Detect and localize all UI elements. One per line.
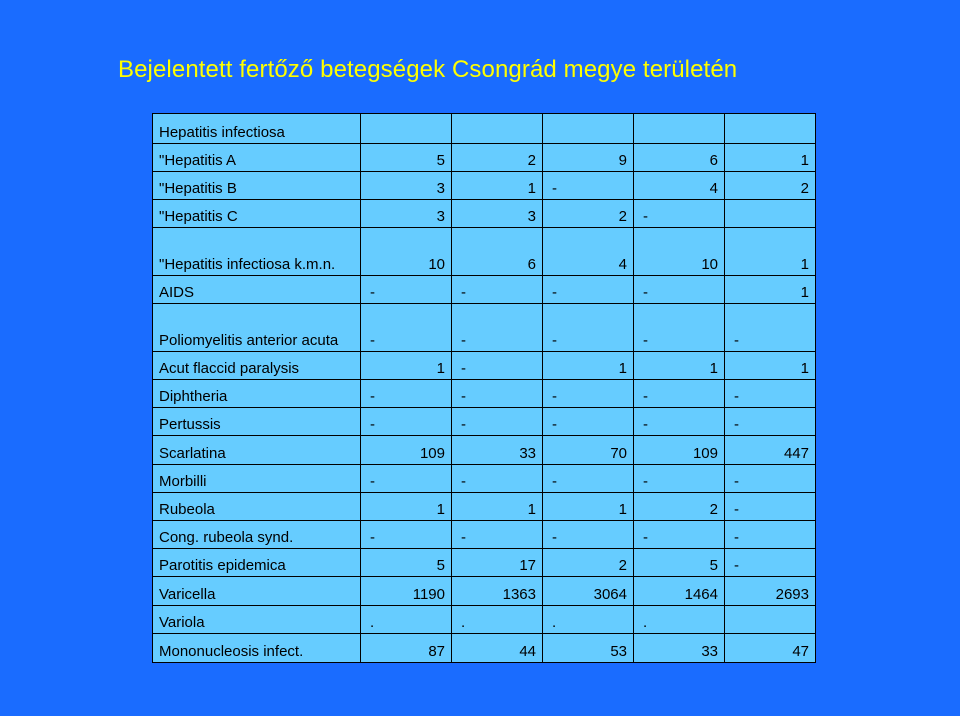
value-cell: 3064 xyxy=(543,577,634,606)
value-cell xyxy=(725,114,816,144)
disease-name-cell: AIDS xyxy=(153,276,361,304)
value-cell: - xyxy=(725,380,816,408)
disease-name-cell: Poliomyelitis anterior acuta xyxy=(153,304,361,352)
value-cell: - xyxy=(634,200,725,228)
value-cell: 4 xyxy=(634,172,725,200)
value-cell: - xyxy=(361,276,452,304)
disease-name-cell: Rubeola xyxy=(153,493,361,521)
value-cell: 53 xyxy=(543,634,634,663)
value-cell: - xyxy=(543,408,634,436)
value-cell: 5 xyxy=(361,549,452,577)
disease-name-cell: Cong. rubeola synd. xyxy=(153,521,361,549)
value-cell: - xyxy=(725,304,816,352)
value-cell: 17 xyxy=(452,549,543,577)
value-cell: 1 xyxy=(452,493,543,521)
value-cell: - xyxy=(543,304,634,352)
value-cell: - xyxy=(725,493,816,521)
table-row xyxy=(153,493,816,521)
disease-name-cell: "Hepatitis B xyxy=(153,172,361,200)
disease-name-cell: Diphtheria xyxy=(153,380,361,408)
disease-name-cell: "Hepatitis A xyxy=(153,144,361,172)
value-cell: - xyxy=(634,276,725,304)
value-cell: 1 xyxy=(361,352,452,380)
value-cell: - xyxy=(725,408,816,436)
value-cell: 2 xyxy=(634,493,725,521)
value-cell: 1 xyxy=(725,352,816,380)
value-cell: . xyxy=(634,606,725,634)
value-cell: 1 xyxy=(361,493,452,521)
table-row xyxy=(153,200,816,228)
value-cell: 70 xyxy=(543,436,634,465)
value-cell: - xyxy=(452,380,543,408)
value-cell: 447 xyxy=(725,436,816,465)
value-cell: 6 xyxy=(634,144,725,172)
value-cell: - xyxy=(452,304,543,352)
value-cell: 6 xyxy=(452,228,543,276)
value-cell: - xyxy=(634,408,725,436)
disease-name-cell: Variola xyxy=(153,606,361,634)
disease-name-cell: Scarlatina xyxy=(153,436,361,465)
table-row xyxy=(153,408,816,436)
value-cell: - xyxy=(634,465,725,493)
disease-name-cell: Parotitis epidemica xyxy=(153,549,361,577)
value-cell: 109 xyxy=(361,436,452,465)
value-cell: . xyxy=(361,606,452,634)
value-cell: 10 xyxy=(361,228,452,276)
value-cell: - xyxy=(361,465,452,493)
table-row xyxy=(153,549,816,577)
value-cell: - xyxy=(725,549,816,577)
table-row xyxy=(153,436,816,465)
value-cell xyxy=(725,606,816,634)
value-cell: - xyxy=(634,521,725,549)
value-cell: - xyxy=(452,521,543,549)
value-cell: 9 xyxy=(543,144,634,172)
value-cell: 33 xyxy=(634,634,725,663)
value-cell: 5 xyxy=(361,144,452,172)
table-row xyxy=(153,114,816,144)
value-cell: - xyxy=(361,521,452,549)
value-cell: . xyxy=(543,606,634,634)
disease-name-cell: Varicella xyxy=(153,577,361,606)
value-cell xyxy=(725,200,816,228)
value-cell: - xyxy=(452,352,543,380)
value-cell: 5 xyxy=(634,549,725,577)
value-cell: 3 xyxy=(361,172,452,200)
value-cell: - xyxy=(361,380,452,408)
value-cell: 33 xyxy=(452,436,543,465)
table-row xyxy=(153,228,816,276)
value-cell: - xyxy=(543,172,634,200)
table-row xyxy=(153,634,816,663)
value-cell: 109 xyxy=(634,436,725,465)
value-cell: - xyxy=(543,465,634,493)
value-cell: 2 xyxy=(543,200,634,228)
disease-name-cell: Morbilli xyxy=(153,465,361,493)
disease-name-cell: Mononucleosis infect. xyxy=(153,634,361,663)
value-cell: 1 xyxy=(634,352,725,380)
value-cell xyxy=(634,114,725,144)
value-cell: . xyxy=(452,606,543,634)
value-cell: 1 xyxy=(725,144,816,172)
value-cell: - xyxy=(634,304,725,352)
table-row xyxy=(153,577,816,606)
value-cell: - xyxy=(725,521,816,549)
disease-name-cell: Hepatitis infectiosa xyxy=(153,114,361,144)
disease-name-cell: "Hepatitis C xyxy=(153,200,361,228)
value-cell: 1 xyxy=(543,352,634,380)
value-cell: - xyxy=(543,276,634,304)
value-cell: 87 xyxy=(361,634,452,663)
value-cell: 3 xyxy=(361,200,452,228)
disease-table xyxy=(152,113,816,663)
value-cell: 2693 xyxy=(725,577,816,606)
value-cell: 44 xyxy=(452,634,543,663)
value-cell: - xyxy=(361,408,452,436)
value-cell xyxy=(543,114,634,144)
value-cell: - xyxy=(452,408,543,436)
disease-name-cell: "Hepatitis infectiosa k.m.n. xyxy=(153,228,361,276)
table-row xyxy=(153,606,816,634)
value-cell: 3 xyxy=(452,200,543,228)
value-cell: 1464 xyxy=(634,577,725,606)
value-cell: 1190 xyxy=(361,577,452,606)
value-cell xyxy=(361,114,452,144)
table-row xyxy=(153,172,816,200)
table-row xyxy=(153,380,816,408)
value-cell: 47 xyxy=(725,634,816,663)
value-cell: 1 xyxy=(725,276,816,304)
value-cell: 10 xyxy=(634,228,725,276)
value-cell: - xyxy=(543,521,634,549)
value-cell: - xyxy=(452,276,543,304)
value-cell: 2 xyxy=(725,172,816,200)
value-cell: 1 xyxy=(725,228,816,276)
page-title: Bejelentett fertőző betegségek Csongrád megye területén xyxy=(118,56,738,83)
value-cell: 1363 xyxy=(452,577,543,606)
value-cell: - xyxy=(543,380,634,408)
table-row xyxy=(153,521,816,549)
table-row xyxy=(153,276,816,304)
disease-name-cell: Pertussis xyxy=(153,408,361,436)
value-cell xyxy=(452,114,543,144)
value-cell: 2 xyxy=(543,549,634,577)
value-cell: - xyxy=(361,304,452,352)
table-row xyxy=(153,304,816,352)
value-cell: 2 xyxy=(452,144,543,172)
value-cell: 1 xyxy=(543,493,634,521)
table-row xyxy=(153,352,816,380)
value-cell: - xyxy=(634,380,725,408)
value-cell: - xyxy=(452,465,543,493)
value-cell: - xyxy=(725,465,816,493)
value-cell: 1 xyxy=(452,172,543,200)
value-cell: 4 xyxy=(543,228,634,276)
table-row xyxy=(153,465,816,493)
table-row xyxy=(153,144,816,172)
disease-name-cell: Acut flaccid paralysis xyxy=(153,352,361,380)
